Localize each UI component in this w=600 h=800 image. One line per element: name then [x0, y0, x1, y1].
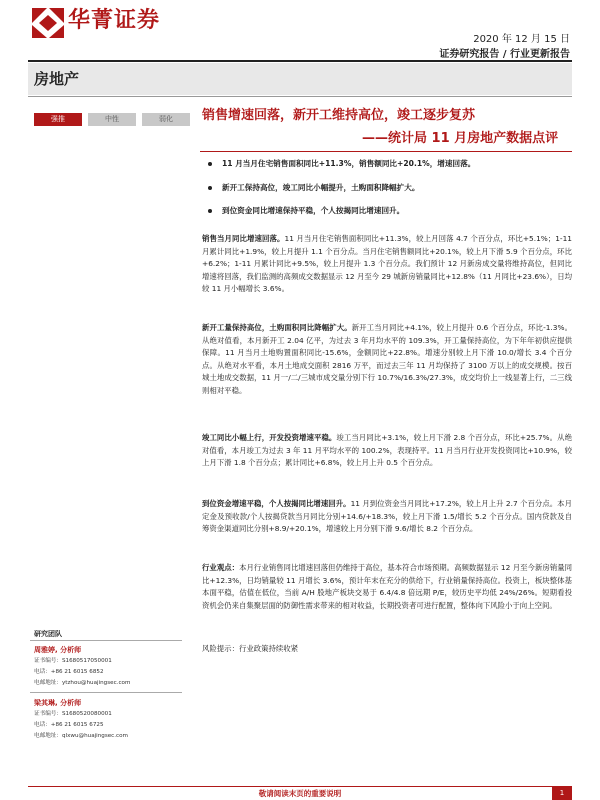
analyst-name: 梁其琳, 分析师	[34, 699, 82, 707]
research-team-title: 研究团队	[34, 630, 62, 638]
key-point: 到位资金同比增速保持平稳，个人按揭同比增速回升。	[208, 205, 404, 217]
analyst-cert: 证书编号：S1680517050001	[34, 658, 112, 664]
rating-tab-strong: 强推	[34, 113, 82, 126]
report-type: 证券研究报告 / 行业更新报告	[439, 49, 570, 60]
page-number: 1	[552, 787, 572, 800]
brand-logo-icon	[30, 6, 66, 40]
bullet-icon	[208, 186, 212, 190]
body-paragraph-funding: 到位资金增速平稳，个人按揭同比增速回升。11 月到位资金当月同比+17.2%，较上月上升 2.7 个百分点。本月定金及预收款/个人按揭贷款当月同比分别+14.6/+18.3%，较上月下滑 1.5/增长 5.2 个百分点。国内贷款及自筹资金渠道同比分别+8.9/+20.1%，增速较上月分别下滑 9.6/增长 8.2 个百分点。	[202, 499, 572, 534]
analyst-phone: 电话：+86 21 6015 6852	[34, 669, 104, 675]
footer-disclaimer: 敬请阅读末页的重要说明	[258, 789, 342, 798]
report-subtitle: ——统计局 11 月房地产数据点评	[362, 131, 559, 146]
body-paragraph-completion: 竣工同比小幅上行，开发投资增速平稳。竣工当月同比+3.1%，较上月下滑 2.8 个百分点，环比+25.7%。从绝对值看，本月竣工为过去 3 年 11 月平均水平的 100.2%，表现持平。11 月当月行业开发投资同比+10.9%，较上月下滑 1.8 个百分点；累计同比+6.8%，较上月上升 0.5 个百分点。	[202, 433, 572, 468]
rating-tab-neutral: 中性	[88, 113, 136, 126]
brand-name: 华菁证券	[68, 8, 161, 33]
bullet-icon	[208, 209, 212, 213]
footer-divider	[28, 786, 572, 787]
report-title: 销售增速回落，新开工维持高位，竣工逐步复苏	[202, 108, 476, 123]
key-point: 新开工保持高位，竣工同比小幅提升，土购面积降幅扩大。	[208, 182, 419, 194]
rating-tab-weak: 弱化	[142, 113, 190, 126]
header-divider	[28, 60, 572, 62]
analyst-email[interactable]: 电邮地址：qlxwu@huajingsec.com	[34, 733, 128, 739]
sector-band	[28, 63, 572, 95]
analyst-name: 周雅婷, 分析师	[34, 646, 82, 654]
report-date: 2020 年 12 月 15 日	[473, 34, 570, 45]
body-paragraph-view: 行业观点：本月行业销售同比增速回落但仍维持于高位，基本符合市场预期。高频数据显示 12 月至今新房销量同比+12.3%，日均销量较 11 月增长 3.6%，预计年末在充分的供给下，行业销量保持高位。投资上，板块整体基本面平稳，估值在低位，当前 A/H 股地产板块交易于 6.4/4.8 倍远期 P/E，较历史平均低 24%/26%。短期看投资机会仍来自集聚层面的防御性需求带来的相对收益，长期投资者可进行配置，整体向下风险小于向上空间。	[202, 563, 572, 610]
bullet-icon	[208, 162, 212, 166]
analyst-cert: 证书编号：S1680520080001	[34, 711, 112, 717]
sector-title: 房地产	[34, 70, 80, 88]
title-rule	[200, 151, 572, 152]
body-paragraph-new-starts: 新开工量保持高位，土购面积同比降幅扩大。新开工当月同比+4.1%，较上月提升 0.6 个百分点，环比-1.3%。从绝对值看，本月新开工 2.04 亿平，为过去 3 年月均水平的 109.3%，开工量保持高位，为下年年初供应提供保障。11 月当月土地购置面积同比-15.6%，金额同比+22.8%。增速分别较上月下滑 10.0/增长 3.4 个百分点。从绝对水平看，本月土地成交面积 2816 万平，而过去三年 11 月均保持了 3100 万以上的成交规模。按百城土地成交数据，11 月一/二/三城市成交量分别下行 10.7%/16.3%/27.3%，成交均价上一线显著上行，二三线则相对平稳。	[202, 323, 572, 395]
research-team-divider	[30, 640, 182, 641]
sector-divider	[28, 96, 572, 97]
key-point: 11 月当月住宅销售面积同比+11.3%，销售额同比+20.1%，增速回落。	[208, 158, 475, 170]
analyst-divider	[30, 692, 182, 693]
body-paragraph-sales: 销售当月同比增速回落。11 月当月住宅销售面积同比+11.3%，较上月回落 4.7 个百分点，环比+5.1%；1-11 月累计同比+1.9%，较上月提升 1.1 个百分点。当月住宅销售额同比+20.1%，较上月下滑 5.9 个百分点，环比+6.2%；1-11 月累计同比+9.5%，较上月提升 1.3 个百分点。我们预计 12 月新房成交量将维持高位，但同比增速将回落，我们监测的高频成交数据显示 12 月至今 29 城新房销量同比+12.8%（11 月同比+23.6%），日均较 11 月小幅增长 3.6%。	[202, 234, 572, 294]
analyst-phone: 电话：+86 21 6015 6725	[34, 722, 104, 728]
analyst-email[interactable]: 电邮地址：ytzhou@huajingsec.com	[34, 680, 131, 686]
risk-warning: 风险提示：行业政策持续收紧	[202, 644, 299, 653]
